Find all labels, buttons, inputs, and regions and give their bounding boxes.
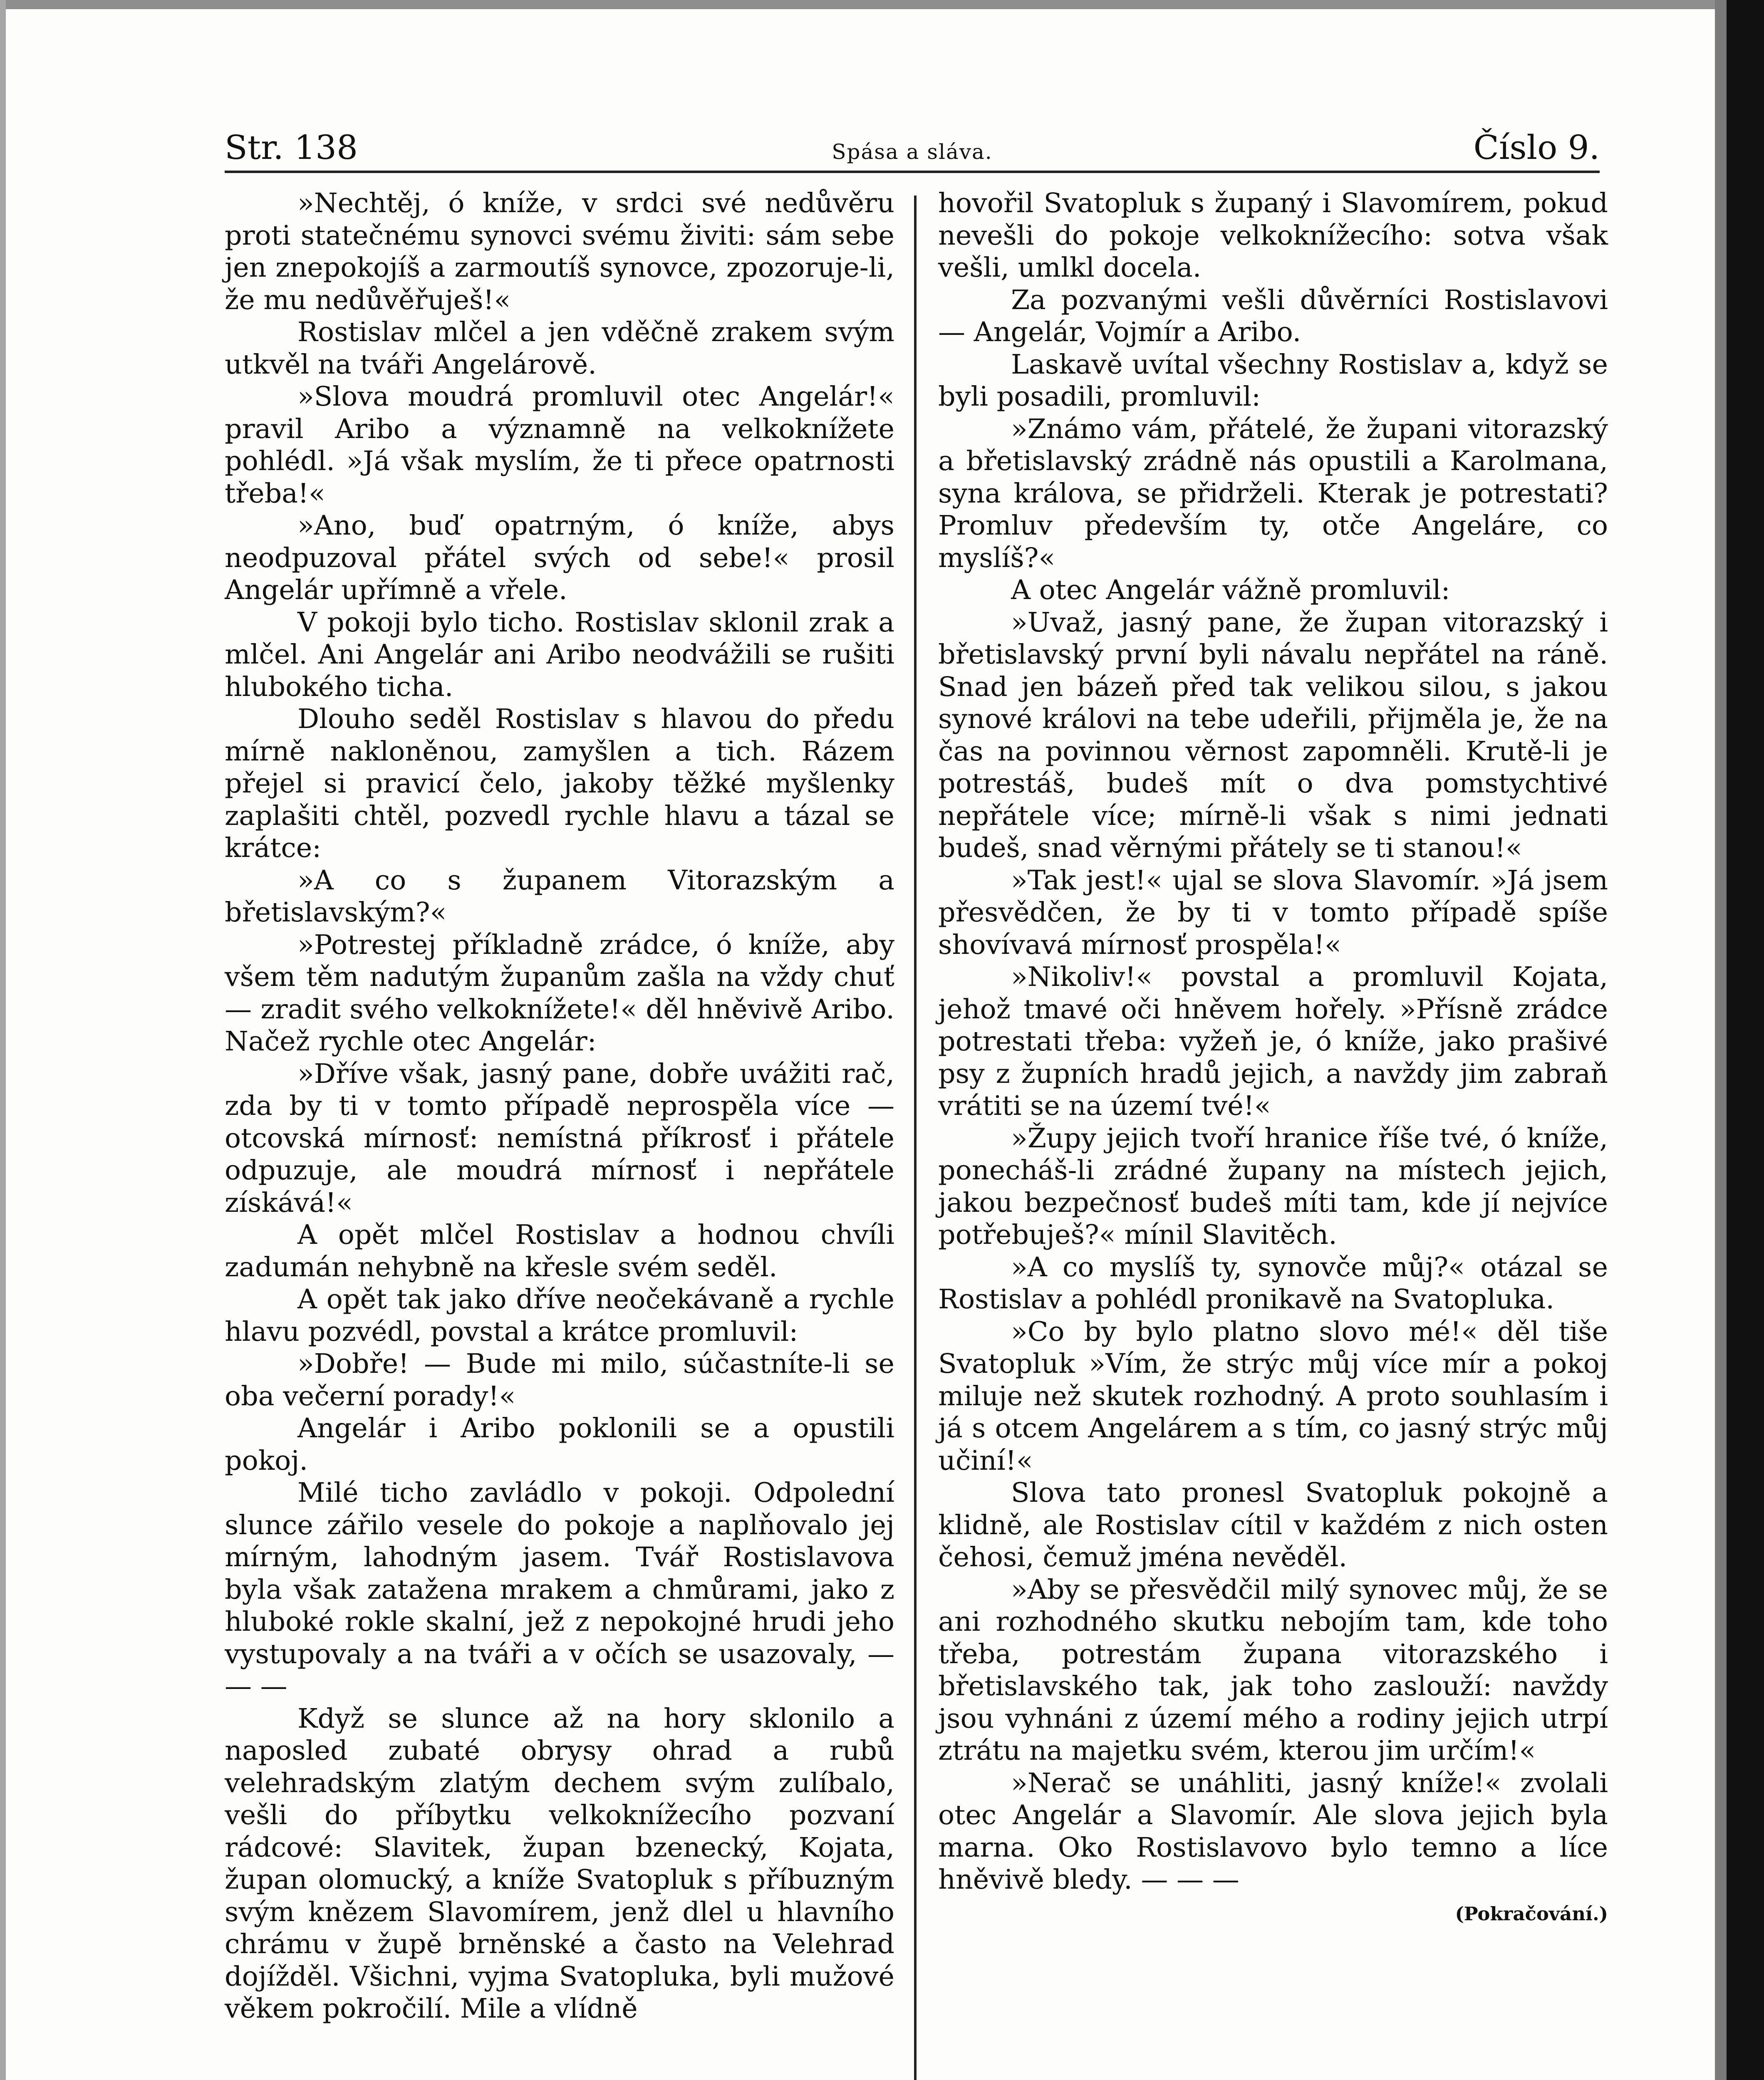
paragraph: Za pozvanými vešli důvěrníci Rostislavovi — Angelár, Vojmír a Aribo. [938, 284, 1608, 348]
paragraph: Dlouho seděl Rostislav s hlavou do předu mírně nakloněnou, zamyšlen a tich. Rázem přejel si pravicí čelo, jakoby těžké myšlenky zaplašiti chtěl, pozvedl rychle hlavu a tázal se krátce: [225, 703, 894, 864]
paragraph: V pokoji bylo ticho. Rostislav sklonil zrak a mlčel. Ani Angelár ani Aribo neodvážili se rušiti hlubokého ticha. [225, 607, 894, 703]
paragraph: »Župy jejich tvoří hranice říše tvé, ó kníže, ponecháš-li zrádné župany na místech jejich, jakou bezpečnosť budeš míti tam, kde jí nejvíce potřebuješ?« mínil Slavitěch. [938, 1122, 1608, 1250]
paragraph: »Nerač se unáhliti, jasný kníže!« zvolali otec Angelár a Slavomír. Ale slova jejich byla marna. Oko Rostislavovo bylo temno a líce hněvivě bledy. — — — [938, 1767, 1608, 1895]
paragraph: »Dobře! — Bude mi milo, súčastníte-li se oba večerní porady!« [225, 1348, 894, 1412]
paragraph: »Nechtěj, ó kníže, v srdci své nedůvěru proti statečnému synovci svému živiti: sám sebe jen znepokojíš a zarmoutíš synovce, zpozoruje-li, že mu nedůvěřuješ!« [225, 188, 894, 316]
paragraph: »Ano, buď opatrným, ó kníže, abys neodpuzoval přátel svých od sebe!« prosil Angelár upřímně a vřele. [225, 510, 894, 606]
paragraph: »A co s županem Vitorazským a břetislavským?« [225, 864, 894, 928]
paragraph: »Potrestej příkladně zrádce, ó kníže, aby všem těm nadutým županům zašla na vždy chuť — zradit svého velkoknížete!« děl hněvivě Aribo. Načež rychle otec Angelár: [225, 929, 894, 1057]
paragraph: Milé ticho zavládlo v pokoji. Odpolední slunce zářilo vesele do pokoje a naplňovalo jej mírným, lahodným jasem. Tvář Rostislavova byla však zatažena mrakem a chmůrami, jako z hluboké rokle skalní, jež z nepokojné hrudi jeho vystupovaly a na tváři a v očích se usazovaly, — — — [225, 1477, 894, 1702]
paragraph: »Co by bylo platno slovo mé!« děl tiše Svatopluk »Vím, že strýc můj více mír a pokoj miluje než skutek rozhodný. A proto souhlasím i já s otcem Angelárem a s tím, co jasný strýc můj učiní!« [938, 1316, 1608, 1476]
paragraph: »Slova moudrá promluvil otec Angelár!« pravil Aribo a významně na velkoknížete pohlédl. »Já však myslím, že ti přece opatrnosti třeba!« [225, 381, 894, 509]
paragraph: A opět tak jako dříve neočekávaně a rychle hlavu pozvédl, povstal a krátce promluvil: [225, 1284, 894, 1347]
continuation-note: (Pokračování.) [1455, 1902, 1608, 1925]
paragraph: »Aby se přesvědčil milý synovec můj, že se ani rozhodného skutku nebojím tam, kde toho třeba, potrestám župana vitorazského i břetislavského tak, jak toho zaslouží: navždy jsou vyhnáni z území mého a rodiny jejich utrpí ztrátu na majetku svém, kterou jim určím!« [938, 1574, 1608, 1766]
paragraph: »Známo vám, přátelé, že župani vitorazský a břetislavský zrádně nás opustili a Karolmana, syna králova, se přidrželi. Kterak je potrestati? Promluv především ty, otče Angeláre, co myslíš?« [938, 413, 1608, 574]
issue-number: Číslo 9. [1473, 128, 1600, 167]
paragraph: Laskavě uvítal všechny Rostislav a, když se byli posadili, promluvil: [938, 349, 1608, 412]
paragraph: Angelár i Aribo poklonili se a opustili pokoj. [225, 1413, 894, 1476]
paragraph: Když se slunce až na hory sklonilo a naposled zubaté obrysy ohrad a rubů velehradským zlatým dechem svým zulíbalo, vešli do příbytku velkoknížecího pozvaní rádcové: Slavitek, župan bzenecký, Kojata, župan olomucký, a kníže Svatopluk s příbuzným svým knězem Slavomírem, jenž dlel u hlavního chrámu v župě brněnské a často na Velehrad dojížděl. Všichni, vyjma Svatopluka, byli mužové věkem pokročilí. Mile a vlídně [225, 1703, 894, 2024]
paragraph: Slova tato pronesl Svatopluk pokojně a klidně, ale Rostislav cítil v každém z nich osten čehosi, čemuž jména nevěděl. [938, 1477, 1608, 1573]
paragraph: A otec Angelár vážně promluvil: [1011, 574, 1450, 606]
scan-edge-right [1727, 0, 1764, 2080]
column-divider [914, 196, 917, 2080]
paragraph: »Uvaž, jasný pane, že župan vitorazský i břetislavský první byli návalu nepřátel na ráně. Snad jen bázeň před tak velikou silou, s jakou synové královi na tebe udeřili, přijměla je, že na čas na povinnou věrnost zapomněli. Krutě-li je potrestáš, budeš mít o dva pomstychtivé nepřátele více; mírně-li však s nimi jednati budeš, snad věrnými přátely se ti stanou!« [938, 607, 1608, 864]
header-rule [225, 171, 1600, 173]
paragraph: »Nikoliv!« povstal a promluvil Kojata, jehož tmavé oči hněvem hořely. »Přísně zrádce potrestati třeba: vyžeň je, ó kníže, jako prašivé psy z župních hradů jejich, a navždy jim zabraň vrátiti se na území tvé!« [938, 961, 1608, 1122]
scan-edge-right-shadow [1715, 0, 1727, 2080]
paragraph: »Dříve však, jasný pane, dobře uvážiti rač, zda by ti v tomto případě neprospěla více — otcovská mírnosť: nemístná příkrosť i přátele odpuzuje, ale moudrá mírnosť i nepřátele získává!« [225, 1058, 894, 1218]
paragraph: »A co myslíš ty, synovče můj?« otázal se Rostislav a pohlédl pronikavě na Svatopluka. [938, 1251, 1608, 1315]
paragraph: »Tak jest!« ujal se slova Slavomír. »Já jsem přesvědčen, že by ti v tomto případě spíše shovívavá mírnosť prospěla!« [938, 864, 1608, 961]
page-number: Str. 138 [225, 128, 358, 167]
right-column [938, 187, 1608, 1930]
left-column [225, 187, 894, 2025]
page-header [225, 125, 1600, 171]
paragraph: A opět mlčel Rostislav a hodnou chvíli zadumán nehybně na křesle svém seděl. [225, 1219, 894, 1283]
scan-edge-left [0, 0, 6, 2080]
paragraph: Rostislav mlčel a jen vděčně zrakem svým utkvěl na tváři Angelárově. [225, 317, 894, 380]
running-title: Spása a sláva. [832, 140, 993, 164]
scan-edge-top [0, 0, 1727, 9]
paragraph: hovořil Svatopluk s županý i Slavomírem, pokud nevešli do pokoje velkoknížecího: sotva však vešli, umlkl docela. [938, 188, 1608, 283]
